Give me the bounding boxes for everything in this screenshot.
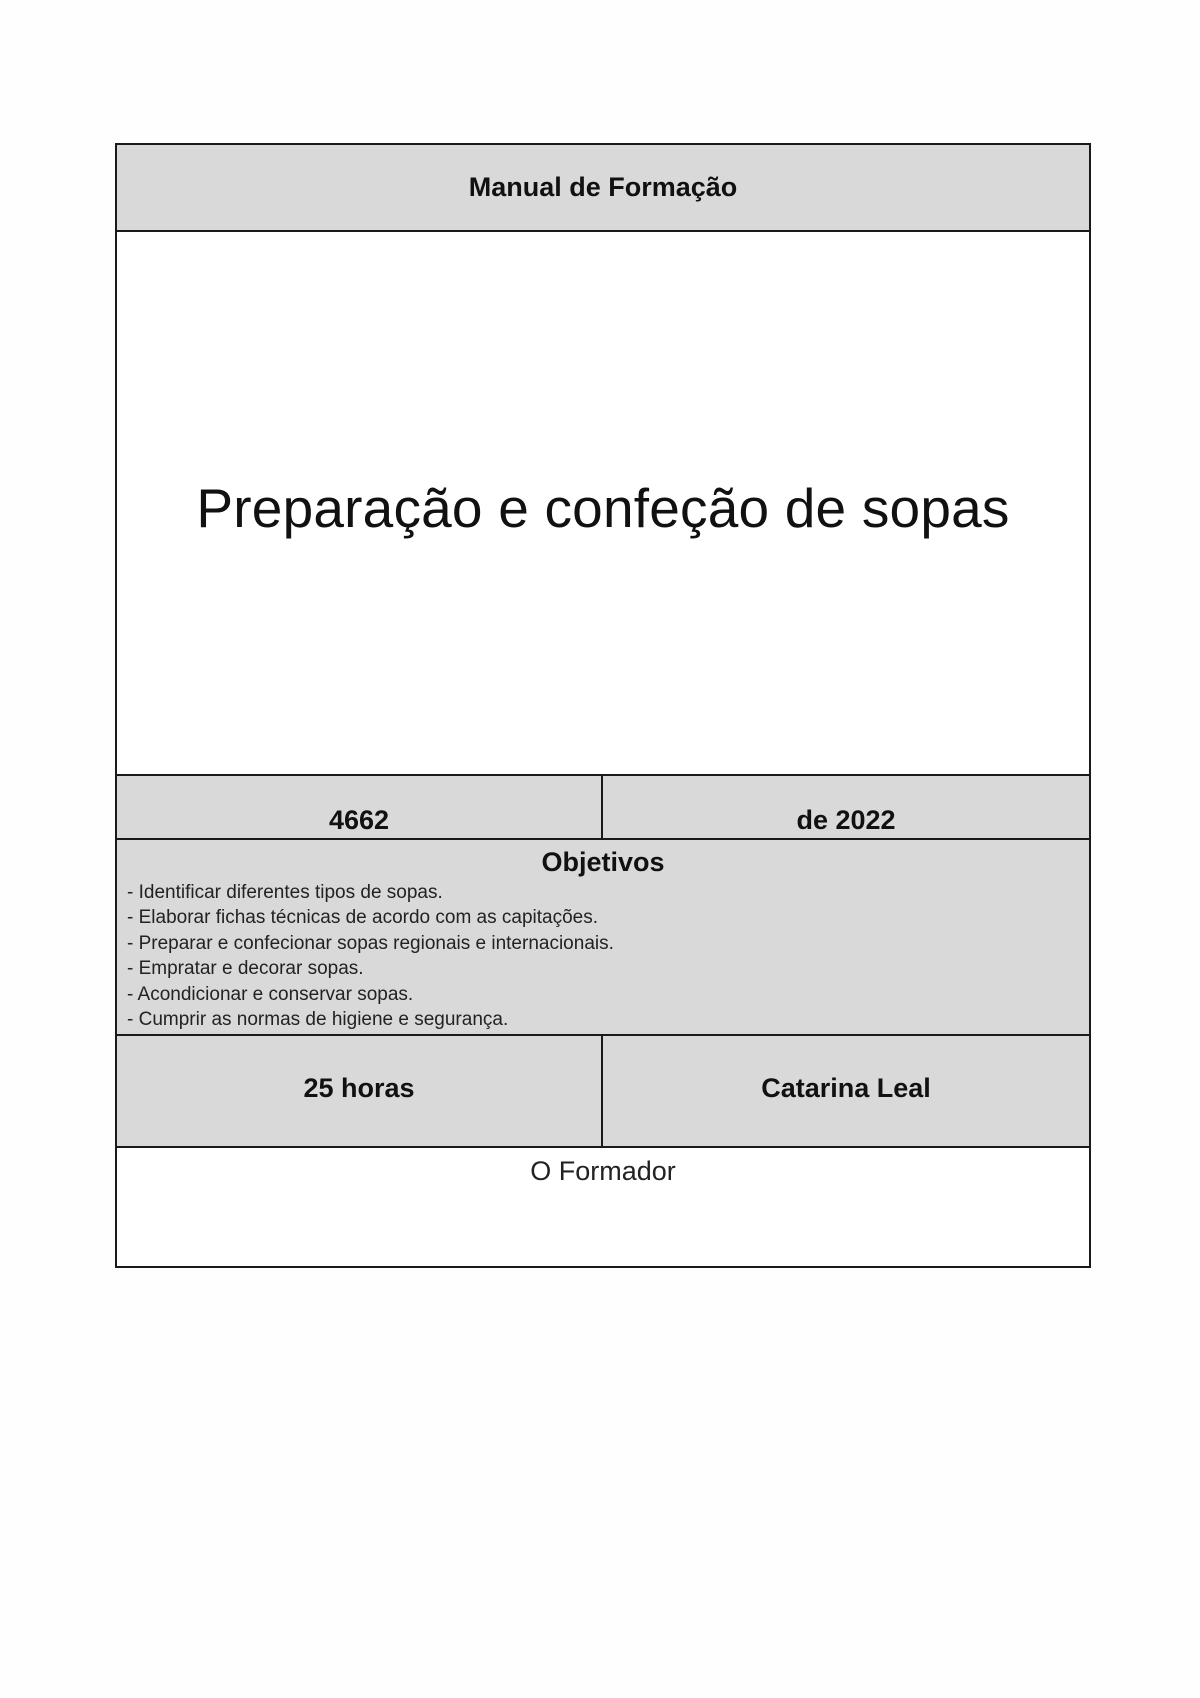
duration-cell <box>117 1036 603 1146</box>
objective-item: - Acondicionar e conservar sopas. <box>127 983 414 1005</box>
code-year-row <box>117 776 1089 840</box>
objectives-list <box>127 880 1079 1032</box>
manual-header-text: Manual de Formação <box>468 172 738 202</box>
course-title-cell <box>117 232 1089 776</box>
course-title: Preparação e confeção de sopas <box>196 477 1010 539</box>
objective-item: - Preparar e confecionar sopas regionais e internacionais. <box>127 932 614 954</box>
trainer-name: Catarina Leal <box>761 1072 931 1103</box>
cover-table <box>115 143 1091 1268</box>
course-year-cell <box>603 776 1089 838</box>
objective-item: - Empratar e decorar sopas. <box>127 958 364 980</box>
objective-item: - Identificar diferentes tipos de sopas. <box>127 882 443 903</box>
manual-header-cell <box>117 145 1089 232</box>
trainer-name-cell <box>603 1036 1089 1146</box>
objectives-heading: Objetivos <box>541 847 665 877</box>
course-duration: 25 horas <box>303 1072 415 1103</box>
objectives-cell <box>117 840 1089 1036</box>
course-code-cell <box>117 776 603 838</box>
trainer-label: O Formador <box>530 1156 676 1186</box>
course-year: de 2022 <box>796 805 896 835</box>
duration-trainer-row <box>117 1036 1089 1148</box>
course-code: 4662 <box>328 805 390 835</box>
objective-item: - Elaborar fichas técnicas de acordo com as capitações. <box>127 907 599 929</box>
objective-item: - Cumprir as normas de higiene e segurança. <box>127 1009 509 1031</box>
trainer-signature-cell <box>117 1148 1089 1266</box>
